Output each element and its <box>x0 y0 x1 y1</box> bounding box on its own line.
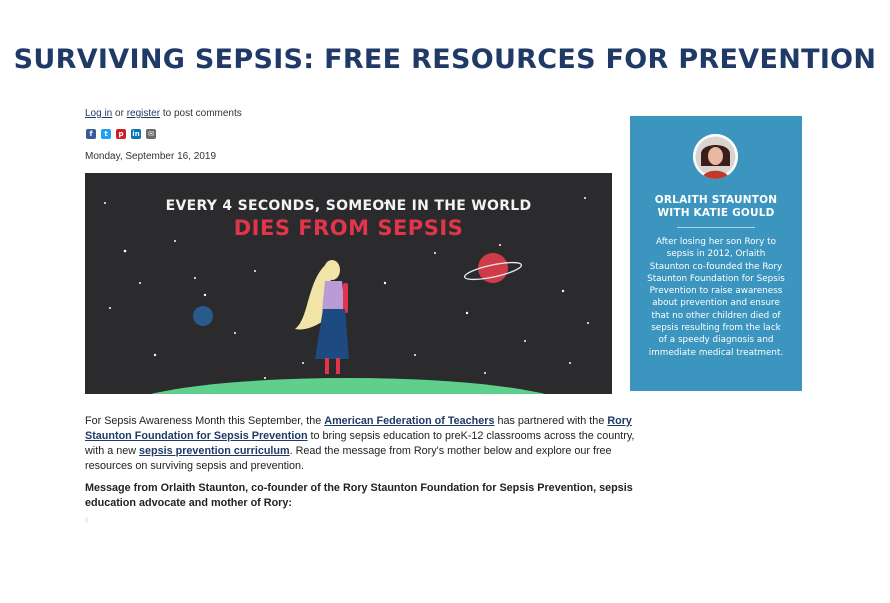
author-bio: After losing her son Rory to sepsis in 2012, Orlaith Staunton co-founded the Rory Staunton Foundation for Sepsis Prevention to raise awareness about prevention and ensure that no other children died of sepsis resulting from the lack of a speedy diagnosis and immediate medical treatment. <box>647 237 785 358</box>
author-name: ORLAITH STAUNTON WITH KATIE GOULD <box>654 194 778 219</box>
avatar <box>693 134 738 179</box>
intro-paragraph: For Sepsis Awareness Month this September, the American Federation of Teachers has partnered with the Rory Staunton Foundation for Sepsis Prevention to bring sepsis education to preK-12 classrooms across the country, with a new sepsis prevention curriculum. Read the message from Rory's mother below and explore our free resources on surviving sepsis and prevention. <box>85 415 635 472</box>
blue-planet <box>193 306 213 326</box>
twitter-icon[interactable]: t <box>101 129 111 139</box>
foundation-link[interactable]: Rory Staunton Foundation for Sepsis Prevention <box>85 415 632 442</box>
aft-link[interactable]: American Federation of Teachers <box>324 415 495 427</box>
hero-subheadline: DIES FROM SEPSIS <box>233 216 464 240</box>
hero-headline: EVERY 4 SECONDS, SOMEONE IN THE WORLD <box>165 198 532 214</box>
linkedin-icon[interactable]: in <box>132 130 140 138</box>
page-title: SURVIVING SEPSIS: FREE RESOURCES FOR PREVENTION <box>13 44 877 75</box>
curriculum-link[interactable]: sepsis prevention curriculum <box>139 445 290 457</box>
hero-illustration <box>85 173 612 394</box>
login-link[interactable]: Log in <box>85 108 113 119</box>
author-photo <box>693 134 738 179</box>
divider <box>677 227 755 228</box>
facebook-icon[interactable]: f <box>86 129 96 139</box>
author-card <box>630 116 802 391</box>
embed-placeholder <box>85 517 88 523</box>
share-buttons <box>86 129 156 139</box>
publish-date: Monday, September 16, 2019 <box>85 151 217 162</box>
register-link[interactable]: register <box>126 108 161 119</box>
auth-suffix-text: to post comments <box>160 108 242 119</box>
auth-or-text: or <box>112 108 127 119</box>
email-icon[interactable]: ✉ <box>146 129 156 139</box>
message-heading: Message from Orlaith Staunton, co-founder of the Rory Staunton Foundation for Sepsis Prevention, sepsis education advocate and mother of Rory: <box>85 482 633 509</box>
comment-auth-line <box>85 108 242 119</box>
pinterest-icon[interactable]: p <box>116 129 126 139</box>
